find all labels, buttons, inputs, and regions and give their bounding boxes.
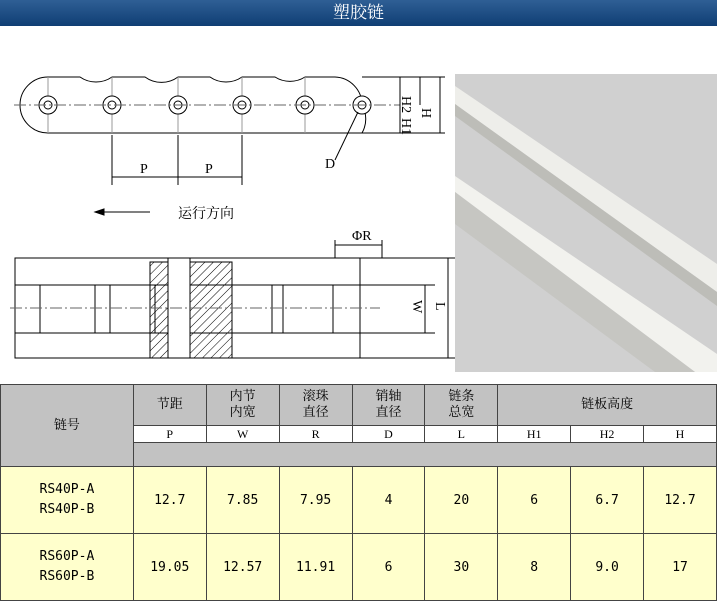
direction-label: 运行方向 (178, 206, 234, 222)
column-header: 内节 内宽 (206, 385, 279, 426)
column-symbol: H (644, 426, 717, 443)
model-a: RS40P-A (39, 482, 95, 497)
column-symbol: H2 (571, 426, 644, 443)
value-cell: 17 (644, 534, 717, 601)
column-header: 滚珠 直径 (279, 385, 352, 426)
value-cell: 7.85 (206, 467, 279, 534)
model-cell (1, 467, 134, 534)
column-symbol: W (206, 426, 279, 443)
value-cell: 12.7 (644, 467, 717, 534)
column-symbol: R (279, 426, 352, 443)
chain-section-view (10, 240, 455, 358)
model-b: RS60P-B (39, 569, 95, 584)
model-cell (1, 534, 134, 601)
plate-height-header: 链板高度 (498, 385, 717, 426)
header-spacer (133, 443, 716, 467)
label-d: D (325, 157, 336, 172)
column-header: 链条 总宽 (425, 385, 498, 426)
value-cell: 4 (352, 467, 425, 534)
value-cell: 12.7 (133, 467, 206, 534)
value-cell: 30 (425, 534, 498, 601)
value-cell: 9.0 (571, 534, 644, 601)
value-cell: 6 (498, 467, 571, 534)
value-cell: 6.7 (571, 467, 644, 534)
column-symbol: P (133, 426, 206, 443)
label-h2: H2 (398, 96, 413, 114)
table-row (1, 467, 717, 534)
label-l: L (432, 302, 447, 311)
value-cell: 6 (352, 534, 425, 601)
value-cell: 19.05 (133, 534, 206, 601)
label-r: ΦR (352, 229, 372, 244)
column-header: 节距 (133, 385, 206, 426)
chain-dimension-drawing (0, 48, 455, 370)
value-cell: 20 (425, 467, 498, 534)
label-w: W (409, 300, 424, 314)
column-header: 销轴 直径 (352, 385, 425, 426)
chain-top-view (14, 77, 445, 215)
table-row (1, 534, 717, 601)
label-pitch-2: P (205, 162, 213, 177)
value-cell: 7.95 (279, 467, 352, 534)
model-header: 链号 (1, 385, 134, 467)
column-symbol: D (352, 426, 425, 443)
chain-product-photo (455, 74, 717, 372)
label-h1: H1 (398, 118, 413, 136)
model-a: RS60P-A (39, 549, 95, 564)
model-b: RS40P-B (39, 502, 95, 517)
column-symbol: H1 (498, 426, 571, 443)
page-title: 塑胶链 (0, 0, 717, 26)
value-cell: 12.57 (206, 534, 279, 601)
spec-table (0, 384, 717, 601)
label-h: H (418, 108, 433, 119)
column-symbol: L (425, 426, 498, 443)
value-cell: 11.91 (279, 534, 352, 601)
label-pitch-1: P (140, 162, 148, 177)
value-cell: 8 (498, 534, 571, 601)
